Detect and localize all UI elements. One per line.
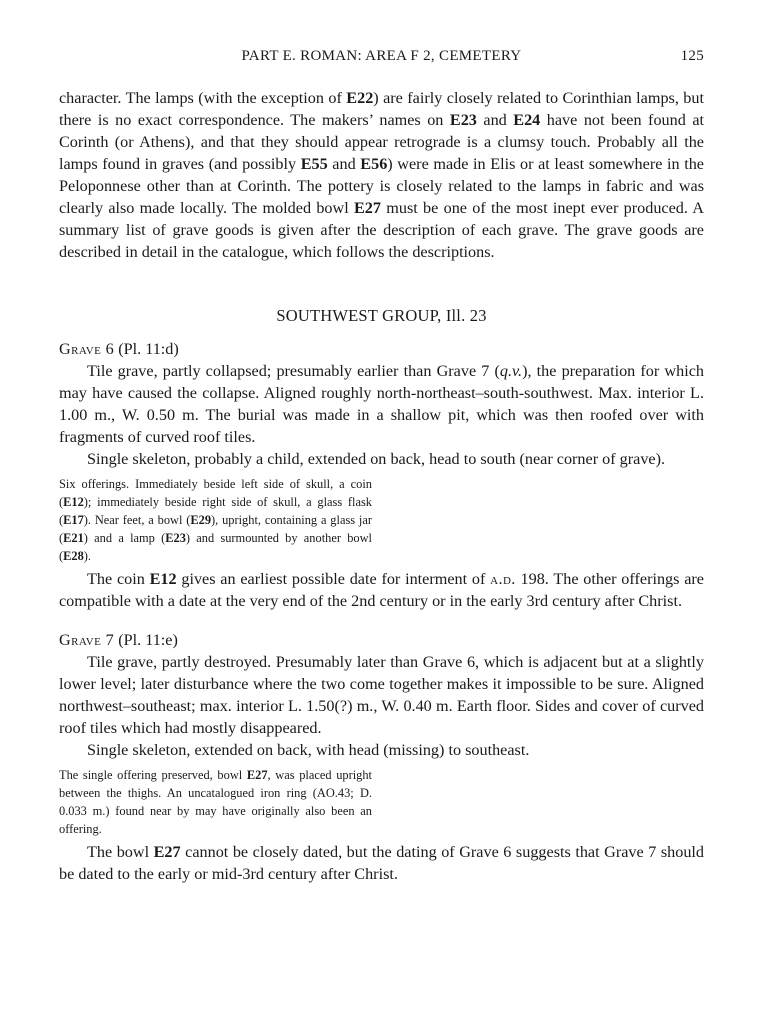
grave-6-description: Tile grave, partly collapsed; presumably earlier than Grave 7 (q.v.), the preparation for which may have caused the collapse. Aligned roughly north-northeast–south-southwest. Max. interior L. 1.00 m., W. 0.50 m. The burial was made in a shallow pit, which was then roofed over with fragments of curved roof tiles. (59, 362, 704, 446)
page (59, 44, 704, 885)
catalogue-ref: E24 (513, 111, 541, 129)
page-number: 125 (680, 48, 704, 64)
section-heading: SOUTHWEST GROUP, Ill. 23 (276, 306, 487, 325)
grave-7-skeleton: Single skeleton, extended on back, with head (missing) to southeast. (87, 741, 530, 759)
catalogue-ref: E55 (300, 155, 328, 173)
grave-6-dating: The coin E12 gives an earliest possible date for interment of a.d. 198. The other offerings are compatible with a date at the very end of the 2nd century or in the early 3rd century after Christ. (59, 570, 704, 610)
catalogue-ref: E56 (360, 155, 388, 173)
grave-7-heading: Grave 7 (Pl. 11:e) (59, 631, 178, 649)
grave-6-heading: Grave 6 (Pl. 11:d) (59, 340, 179, 358)
catalogue-ref: E27 (354, 199, 381, 217)
intro-paragraph: character. The lamps (with the exception of E22) are fairly closely related to Corinthian lamps, but there is no exact correspondence. The makers’ names on E23 and E24 have not been found at Corinth (or Athens), and that they should appear retrograde is a clumsy touch. Probably all the lamps found in graves (and possibly E55 and E56) were made in Elis or at least somewhere in the Peloponnese other than at Corinth. The pottery is closely related to the lamps in fabric and was clearly also made locally. The molded bowl E27 must be one of the most inept ever produced. A summary list of grave goods is given after the description of each grave. The grave goods are described in detail in the catalogue, which follows the descriptions. (59, 89, 705, 261)
running-head-title: PART E. ROMAN: AREA F 2, CEMETERY (241, 48, 522, 64)
catalogue-ref: E22 (346, 89, 374, 107)
grave-6-offerings: Six offerings. Immediately beside left side of skull, a coin (E12); immediately beside right side of skull, a glass flask (E17). Near feet, a bowl (E29), upright, containing a glass jar (E21) and a lamp (E23) and surmounted by another bowl (E28). (59, 477, 372, 563)
grave-6-skeleton: Single skeleton, probably a child, extended on back, head to south (near corner of grave). (87, 450, 666, 468)
grave-7-offerings: The single offering preserved, bowl E27, was placed upright between the thighs. An uncatalogued iron ring (AO.43; D. 0.033 m.) found near by may have originally also been an offering. (59, 768, 372, 836)
running-head (59, 44, 704, 68)
grave-7-dating: The bowl E27 cannot be closely dated, but the dating of Grave 6 suggests that Grave 7 should be dated to the early or mid-3rd century after Christ. (59, 843, 705, 883)
grave-7-description: Tile grave, partly destroyed. Presumably later than Grave 6, which is adjacent but at a slightly lower level; later disturbance where the two come together makes it impossible to be sure. Aligned northwest–southeast; max. interior L. 1.50(?) m., W. 0.40 m. Earth floor. Sides and cover of curved roof tiles which had mostly disappeared. (59, 653, 704, 737)
catalogue-ref: E23 (449, 111, 477, 129)
